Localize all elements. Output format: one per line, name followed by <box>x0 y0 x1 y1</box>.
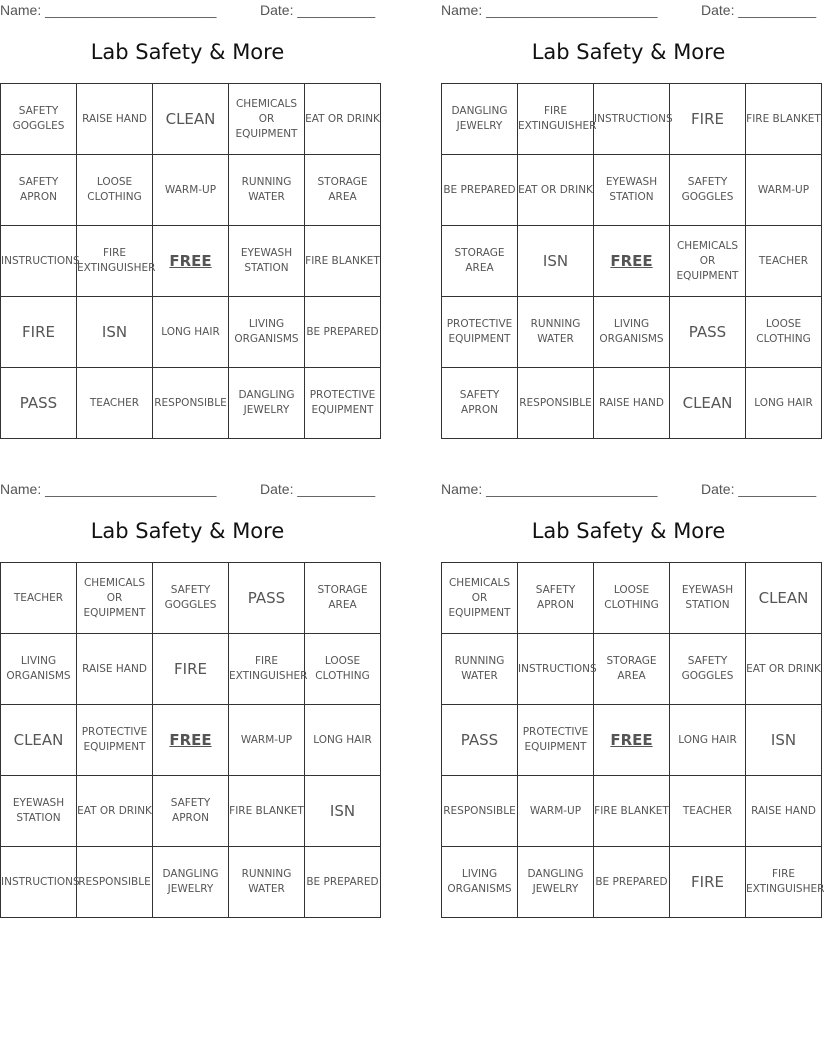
bingo-cell: STORAGE AREA <box>305 155 381 226</box>
bingo-cell: STORAGE AREA <box>594 634 670 705</box>
bingo-cell: RUNNING WATER <box>442 634 518 705</box>
bingo-cell: RUNNING WATER <box>229 155 305 226</box>
grid-row <box>1 776 381 847</box>
name-date-row <box>0 0 375 20</box>
bingo-cell: STORAGE AREA <box>305 563 381 634</box>
free-space-cell: FREE <box>153 705 229 776</box>
bingo-cell: INSTRUCTIONS <box>594 84 670 155</box>
bingo-cell: SAFETY GOGGLES <box>670 155 746 226</box>
bingo-cell: RESPONSIBLE <box>518 368 594 439</box>
bingo-cell: LIVING ORGANISMS <box>1 634 77 705</box>
bingo-cell: CLEAN <box>1 705 77 776</box>
bingo-cell: LIVING ORGANISMS <box>594 297 670 368</box>
name-date-row <box>441 479 816 499</box>
bingo-cell: SAFETY GOGGLES <box>670 634 746 705</box>
bingo-cell: EYEWASH STATION <box>229 226 305 297</box>
bingo-cell: DANGLING JEWELRY <box>229 368 305 439</box>
bingo-cell: LOOSE CLOTHING <box>77 155 153 226</box>
bingo-cell: EAT OR DRINK <box>305 84 381 155</box>
bingo-cell: CHEMICALS OR EQUIPMENT <box>77 563 153 634</box>
bingo-cell: ISN <box>305 776 381 847</box>
bingo-cell: WARM-UP <box>746 155 822 226</box>
bingo-cell: STORAGE AREA <box>442 226 518 297</box>
grid-row <box>1 634 381 705</box>
bingo-grid <box>0 562 381 918</box>
bingo-grid <box>441 83 822 439</box>
bingo-cell: RESPONSIBLE <box>442 776 518 847</box>
free-space-cell: FREE <box>594 705 670 776</box>
bingo-cell: LONG HAIR <box>153 297 229 368</box>
bingo-cell: RAISE HAND <box>77 84 153 155</box>
bingo-cell: WARM-UP <box>518 776 594 847</box>
name-field: Name: ______________________ <box>0 481 217 497</box>
grid-row <box>1 297 381 368</box>
bingo-card-2 <box>441 0 821 440</box>
card-title: Lab Safety & More <box>90 519 285 543</box>
grid-row <box>1 368 381 439</box>
bingo-card-4 <box>441 479 824 919</box>
name-field: Name: ______________________ <box>0 2 217 18</box>
date-field: Date: __________ <box>701 2 817 18</box>
bingo-cell: RUNNING WATER <box>229 847 305 918</box>
bingo-cell: RAISE HAND <box>594 368 670 439</box>
bingo-cell: FIRE EXTINGUISHER <box>77 226 153 297</box>
bingo-cell: LOOSE CLOTHING <box>594 563 670 634</box>
bingo-cell: PASS <box>229 563 305 634</box>
bingo-cell: LONG HAIR <box>670 705 746 776</box>
bingo-cell: INSTRUCTIONS <box>1 226 77 297</box>
bingo-cell: PASS <box>1 368 77 439</box>
bingo-cell: LIVING ORGANISMS <box>229 297 305 368</box>
grid-row <box>442 705 822 776</box>
grid-row <box>442 634 822 705</box>
name-field: Name: ______________________ <box>441 2 658 18</box>
date-field: Date: __________ <box>260 2 376 18</box>
bingo-cell: PASS <box>442 705 518 776</box>
bingo-cell: TEACHER <box>1 563 77 634</box>
bingo-cell: LOOSE CLOTHING <box>746 297 822 368</box>
bingo-cell: RESPONSIBLE <box>153 368 229 439</box>
bingo-grid <box>0 83 381 439</box>
bingo-cell: RAISE HAND <box>77 634 153 705</box>
bingo-cell: RAISE HAND <box>746 776 822 847</box>
bingo-cell: LOOSE CLOTHING <box>305 634 381 705</box>
bingo-cell: FIRE <box>670 84 746 155</box>
bingo-cell: FIRE BLANKET <box>746 84 822 155</box>
bingo-cell: FIRE <box>1 297 77 368</box>
grid-row <box>442 776 822 847</box>
bingo-grid <box>441 562 822 918</box>
grid-row <box>1 84 381 155</box>
bingo-cell: WARM-UP <box>153 155 229 226</box>
bingo-cell: SAFETY APRON <box>1 155 77 226</box>
bingo-cell: RESPONSIBLE <box>77 847 153 918</box>
bingo-card-3 <box>0 479 379 919</box>
free-space-cell: FREE <box>594 226 670 297</box>
bingo-cell: SAFETY GOGGLES <box>1 84 77 155</box>
bingo-cell: EYEWASH STATION <box>594 155 670 226</box>
bingo-cell: FIRE EXTINGUISHER <box>746 847 822 918</box>
bingo-cell: FIRE EXTINGUISHER <box>518 84 594 155</box>
bingo-cell: EAT OR DRINK <box>518 155 594 226</box>
grid-row <box>442 368 822 439</box>
name-field: Name: ______________________ <box>441 481 658 497</box>
bingo-cell: BE PREPARED <box>305 847 381 918</box>
grid-row <box>442 563 822 634</box>
grid-row <box>442 847 822 918</box>
bingo-cell: SAFETY APRON <box>153 776 229 847</box>
bingo-cell: TEACHER <box>670 776 746 847</box>
bingo-cell: EYEWASH STATION <box>1 776 77 847</box>
bingo-cell: ISN <box>77 297 153 368</box>
bingo-cell: TEACHER <box>746 226 822 297</box>
bingo-cell: INSTRUCTIONS <box>1 847 77 918</box>
bingo-cell: EAT OR DRINK <box>746 634 822 705</box>
bingo-cell: CHEMICALS OR EQUIPMENT <box>442 563 518 634</box>
card-title: Lab Safety & More <box>531 519 726 543</box>
bingo-cell: PROTECTIVE EQUIPMENT <box>305 368 381 439</box>
card-title: Lab Safety & More <box>531 40 726 64</box>
grid-row <box>1 847 381 918</box>
bingo-cell: FIRE <box>670 847 746 918</box>
name-date-row <box>0 479 375 499</box>
bingo-cell: FIRE BLANKET <box>305 226 381 297</box>
date-field: Date: __________ <box>701 481 817 497</box>
bingo-cell: RUNNING WATER <box>518 297 594 368</box>
bingo-cell: FIRE BLANKET <box>594 776 670 847</box>
bingo-cell: PROTECTIVE EQUIPMENT <box>77 705 153 776</box>
bingo-cell: ISN <box>518 226 594 297</box>
name-date-row <box>441 0 816 20</box>
bingo-cell: DANGLING JEWELRY <box>442 84 518 155</box>
bingo-cell: FIRE BLANKET <box>229 776 305 847</box>
grid-row <box>442 297 822 368</box>
bingo-cell: LONG HAIR <box>746 368 822 439</box>
bingo-cell: SAFETY GOGGLES <box>153 563 229 634</box>
bingo-cell: CLEAN <box>746 563 822 634</box>
bingo-cell: BE PREPARED <box>442 155 518 226</box>
bingo-cell: BE PREPARED <box>305 297 381 368</box>
grid-row <box>1 563 381 634</box>
bingo-cell: PROTECTIVE EQUIPMENT <box>442 297 518 368</box>
bingo-cell: SAFETY APRON <box>442 368 518 439</box>
bingo-cell: EAT OR DRINK <box>77 776 153 847</box>
bingo-cell: SAFETY APRON <box>518 563 594 634</box>
free-space-cell: FREE <box>153 226 229 297</box>
bingo-cell: DANGLING JEWELRY <box>153 847 229 918</box>
bingo-cell: PROTECTIVE EQUIPMENT <box>518 705 594 776</box>
bingo-cell: TEACHER <box>77 368 153 439</box>
bingo-cell: LIVING ORGANISMS <box>442 847 518 918</box>
grid-row <box>442 155 822 226</box>
grid-row <box>442 226 822 297</box>
grid-row <box>1 705 381 776</box>
bingo-cell: ISN <box>746 705 822 776</box>
bingo-cell: WARM-UP <box>229 705 305 776</box>
bingo-cell: CHEMICALS OR EQUIPMENT <box>229 84 305 155</box>
bingo-card-1 <box>0 0 380 440</box>
grid-row <box>1 155 381 226</box>
bingo-cell: CHEMICALS OR EQUIPMENT <box>670 226 746 297</box>
date-field: Date: __________ <box>260 481 376 497</box>
bingo-cell: PASS <box>670 297 746 368</box>
bingo-cell: FIRE EXTINGUISHER <box>229 634 305 705</box>
grid-row <box>1 226 381 297</box>
bingo-cell: BE PREPARED <box>594 847 670 918</box>
bingo-cell: FIRE <box>153 634 229 705</box>
bingo-cell: CLEAN <box>670 368 746 439</box>
bingo-cell: LONG HAIR <box>305 705 381 776</box>
card-title: Lab Safety & More <box>90 40 285 64</box>
bingo-cell: EYEWASH STATION <box>670 563 746 634</box>
bingo-cell: INSTRUCTIONS <box>518 634 594 705</box>
bingo-cell: CLEAN <box>153 84 229 155</box>
grid-row <box>442 84 822 155</box>
bingo-cell: DANGLING JEWELRY <box>518 847 594 918</box>
